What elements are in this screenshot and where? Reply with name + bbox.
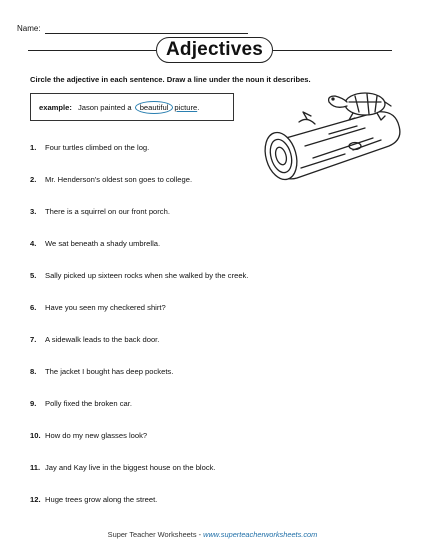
sentence-number: 8. — [30, 367, 37, 376]
sentence-number: 3. — [30, 207, 37, 216]
sentence-item — [30, 399, 132, 408]
sentence-text[interactable]: We sat beneath a shady umbrella. — [45, 239, 161, 248]
sentence-text[interactable]: Polly fixed the broken car. — [45, 399, 132, 408]
sentence-number: 1. — [30, 143, 37, 152]
sentence-item — [30, 239, 160, 248]
name-label: Name: — [17, 24, 41, 33]
title-rule-left — [28, 50, 156, 51]
sentence-number: 7. — [30, 335, 37, 344]
sentence-number: 2. — [30, 175, 37, 184]
sentence-number: 12. — [30, 495, 41, 504]
sentence-text[interactable]: A sidewalk leads to the back door. — [45, 335, 160, 344]
sentence-text[interactable]: There is a squirrel on our front porch. — [45, 207, 170, 216]
sentence-item — [30, 271, 248, 280]
name-blank-line[interactable] — [45, 33, 248, 34]
sentence-item — [30, 207, 170, 216]
sentence-item — [30, 463, 216, 472]
example-after: . — [197, 102, 200, 112]
sentence-number: 11. — [30, 463, 41, 472]
sentence-number: 5. — [30, 271, 37, 280]
footer-url-link[interactable]: www.superteacherworksheets.com — [203, 530, 318, 539]
sentence-item — [30, 335, 159, 344]
sentence-text[interactable]: Four turtles climbed on the log. — [45, 143, 150, 152]
footer-brand: Super Teacher Worksheets — [107, 530, 197, 539]
sentence-text[interactable]: How do my new glasses look? — [45, 431, 148, 440]
sentence-number: 4. — [30, 239, 37, 248]
sentence-number: 10. — [30, 431, 41, 440]
sentence-text[interactable]: Have you seen my checkered shirt? — [45, 303, 166, 312]
sentence-text[interactable]: Sally picked up sixteen rocks when she walked by the creek. — [45, 271, 249, 280]
example-label: example: — [39, 102, 72, 112]
footer — [0, 530, 425, 539]
sentence-item — [30, 143, 149, 152]
sentence-text[interactable]: Jay and Kay live in the biggest house on the block. — [45, 463, 216, 472]
example-noun: picture — [174, 102, 198, 112]
example-box — [30, 93, 234, 121]
sentence-text[interactable]: Mr. Henderson's oldest son goes to college. — [45, 175, 193, 184]
page-title: Adjectives — [156, 37, 273, 63]
example-adjective: beautiful — [135, 101, 174, 114]
sentence-text[interactable]: The jacket I bought has deep pockets. — [45, 367, 174, 376]
turtle-on-log-illustration — [257, 88, 405, 184]
instructions: Circle the adjective in each sentence. Draw a line under the noun it describes. — [30, 75, 311, 84]
sentence-item — [30, 431, 147, 440]
sentence-number: 9. — [30, 399, 37, 408]
example-before: Jason painted a — [77, 102, 132, 112]
sentence-item — [30, 303, 166, 312]
sentence-item — [30, 367, 173, 376]
sentence-item — [30, 175, 192, 184]
sentence-number: 6. — [30, 303, 37, 312]
footer-separator: - — [196, 530, 204, 539]
sentence-text[interactable]: Huge trees grow along the street. — [45, 495, 158, 504]
sentence-item — [30, 495, 157, 504]
title-rule-right — [273, 50, 392, 51]
